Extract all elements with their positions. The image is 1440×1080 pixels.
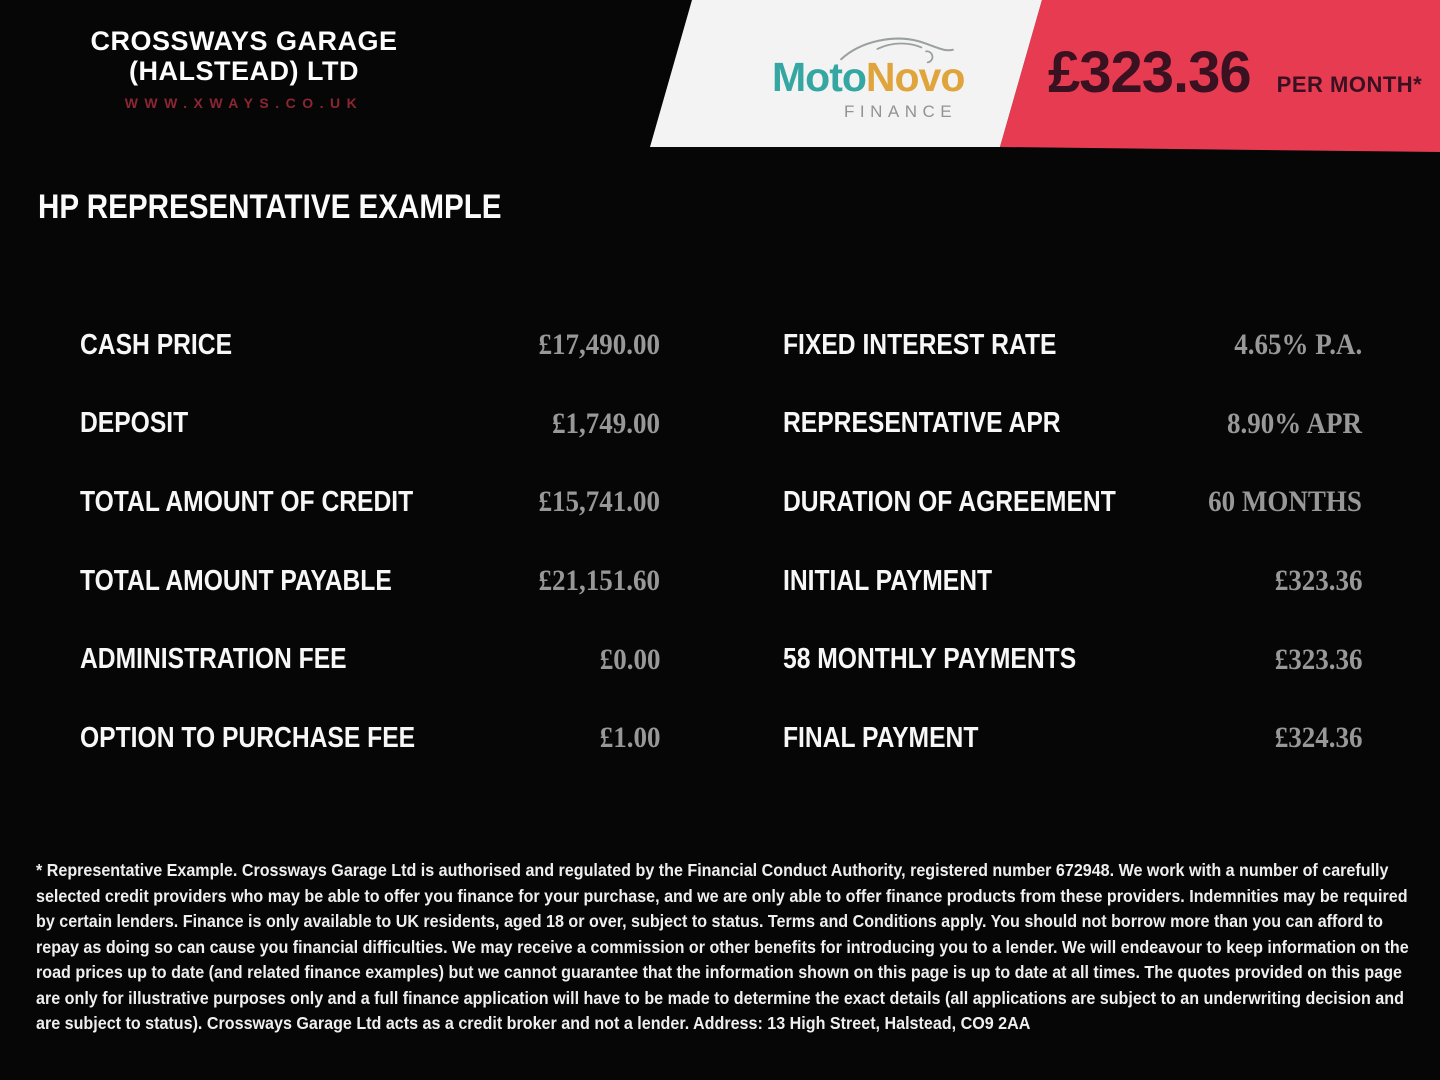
- table-row: [80, 463, 660, 542]
- row-label: CASH PRICE: [80, 328, 233, 361]
- row-value: £15,741.00: [538, 485, 660, 519]
- table-row: [783, 699, 1362, 778]
- row-value: £17,490.00: [538, 328, 660, 362]
- row-label: REPRESENTATIVE APR: [783, 407, 1061, 440]
- motonovo-wordmark: [772, 54, 964, 101]
- dealer-logo: [88, 26, 400, 111]
- table-row: [80, 306, 660, 385]
- finance-table-right: [783, 306, 1362, 778]
- dealer-name-line2: (HALSTEAD) LTD: [129, 56, 359, 86]
- price-banner: [1048, 38, 1422, 108]
- row-label: FINAL PAYMENT: [783, 721, 979, 754]
- page-title: HP REPRESENTATIVE EXAMPLE: [38, 188, 502, 226]
- row-label: INITIAL PAYMENT: [783, 564, 993, 597]
- finance-table-left: [80, 306, 660, 778]
- disclaimer-text: * Representative Example. Crossways Garage Ltd is authorised and regulated by the Financial Conduct Authority, registered number 672948. We work with a number of carefully selected credit providers who may be able to offer you finance for your purchase, and we are only able to offer finance products from these providers. Indemnities may be required by certain lenders. Finance is only available to UK residents, aged 18 or over, subject to status. Terms and Conditions apply. You should not borrow more than you can afford to repay as doing so can cause you financial difficulties. We may receive a commission or other benefits for introducing you to a lender. We will endeavour to keep information on the road prices up to date (and related finance examples) but we cannot guarantee that the information shown on this page is up to date at all times. The quotes provided on this page are only for illustrative purposes only and a full finance application will have to be made to determine the exact details (all applications are subject to an underwriting decision and are subject to status). Crossways Garage Ltd acts as a credit broker and not a lender. Address: 13 High Street, Halstead, CO9 2AA: [36, 860, 1409, 1033]
- row-value: £0.00: [599, 642, 660, 676]
- row-label: TOTAL AMOUNT PAYABLE: [80, 564, 392, 597]
- row-label: TOTAL AMOUNT OF CREDIT: [80, 485, 414, 518]
- motonovo-finance-label: FINANCE: [844, 102, 958, 121]
- header-banner: [0, 0, 1440, 152]
- motonovo-logo: [772, 34, 972, 126]
- row-value: £21,151.60: [538, 564, 660, 598]
- dealer-website-link[interactable]: WWW.XWAYS.CO.UK: [124, 95, 364, 111]
- row-value: 60 MONTHS: [1208, 485, 1362, 519]
- table-row: [783, 306, 1362, 385]
- table-row: [80, 542, 660, 621]
- motonovo-moto: Moto: [772, 54, 866, 100]
- monthly-price: £323.36: [1048, 40, 1251, 105]
- row-value: £324.36: [1274, 721, 1362, 755]
- row-value: £323.36: [1274, 564, 1362, 598]
- row-value: 4.65% P.A.: [1233, 328, 1362, 362]
- table-row: [80, 699, 660, 778]
- table-row: [80, 385, 660, 464]
- table-row: [783, 542, 1362, 621]
- row-label: DEPOSIT: [80, 407, 189, 440]
- row-label: 58 MONTHLY PAYMENTS: [783, 643, 1077, 676]
- table-row: [783, 620, 1362, 699]
- motonovo-novo: Novo: [865, 54, 965, 100]
- table-row: [80, 620, 660, 699]
- row-value: £1,749.00: [552, 406, 660, 440]
- table-row: [783, 463, 1362, 542]
- row-label: FIXED INTEREST RATE: [783, 328, 1057, 361]
- table-row: [783, 385, 1362, 464]
- dealer-name-line1: CROSSWAYS GARAGE: [90, 26, 398, 56]
- row-value: 8.90% APR: [1227, 406, 1362, 440]
- row-label: OPTION TO PURCHASE FEE: [80, 721, 416, 754]
- row-value: £323.36: [1274, 642, 1362, 676]
- row-label: ADMINISTRATION FEE: [80, 643, 347, 676]
- row-value: £1.00: [599, 721, 660, 755]
- per-month-label: PER MONTH*: [1276, 72, 1423, 97]
- row-label: DURATION OF AGREEMENT: [783, 485, 1116, 518]
